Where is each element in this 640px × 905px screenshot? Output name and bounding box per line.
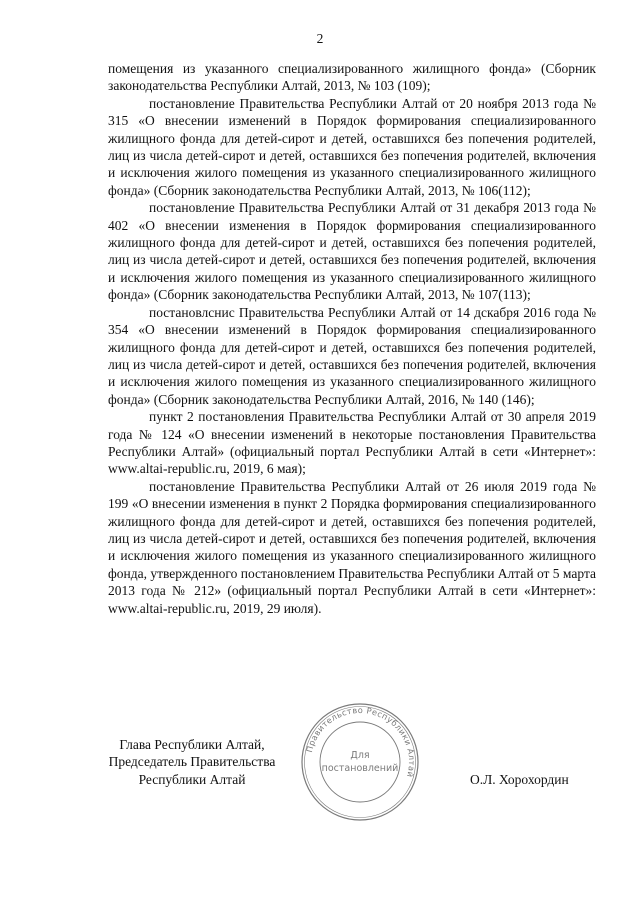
paragraph-3: постановление Правительства Республики Алтай от 31 декабря 2013 года № 402 «О внесении изменения в Порядок формирования специализированного жилищного фонда для детей-сирот и детей, оставшихся без попечения родителей, лиц из числа детей-сирот и детей, оставшихся без попечения родителей, включения и исключения жилого помещения из указанного специализированного жилищного фонда» (Сборник законодательства Республики Алтай, 2013, № 107(113); [108, 200, 596, 303]
stamp-inner-text-line2: постановлений [321, 763, 399, 774]
signatory-name: О.Л. Хорохордин [470, 772, 569, 787]
official-stamp [299, 701, 421, 823]
paragraph-4: постановлснис Правительства Республики Алтай от 14 дскабря 2016 года № 354 «О внесении изменений в Порядок формирования специализированного жилищного фонда для детей-сирот и детей, оставшихся без попечения родителей, лиц из числа детей-сирот и детей, оставшихся без попечения родителей, включения и исключения жилого помещения из указанного специализированного жилищного фонда» (Сборник законодательства Республики Алтай, 2016, № 140 (146); [108, 304, 596, 407]
paragraph-2: постановление Правительства Республики Алтай от 20 ноября 2013 года № 315 «О внесении изменений в Порядок формирования специализированного жилищного фонда для детей-сирот и детей, оставшихся без попечения родителей, лиц из числа детей-сирот и детей, оставшихся без попечения родителей, включения и исключения жилого помещения из указанного специализированного жилищного фонда» (Сборник законодательства Республики Алтай, 2013, № 106(112); [108, 95, 596, 198]
paragraph-6: постановление Правительства Республики Алтай от 26 июля 2019 года № 199 «О внесении изменения в пункт 2 Порядка формирования специализированного жилищного фонда для детей-сирот и детей, оставшихся без попечения родителей, лиц из числа детей-сирот и детей, оставшихся без попечения родителей, включения и исключения жилого помещения из указанного специализированного жилищного фонда, утвержденного постановлением Правительства Республики Алтай от 5 марта 2013 года № 212» (официальный портал Республики Алтай в сети «Интернет»: www.altai-republic.ru, 2019, 29 июля). [108, 478, 596, 616]
document-body [108, 60, 596, 617]
signatory-title-line: Республики Алтай [138, 771, 246, 787]
signatory-title [62, 736, 322, 788]
stamp-outer-text: Правительство Республики Алтай [304, 704, 418, 779]
stamp-outer-ring [302, 704, 418, 820]
page-number: 2 [316, 31, 324, 46]
paragraph-5: пункт 2 постановления Правительства Республики Алтай от 30 апреля 2019 года № 124 «О внесении изменений в некоторые постановления Правительства Республики Алтай» (официальный портал Республики Алтай в сети «Интернет»: www.altai-republic.ru, 2019, 6 мая); [108, 409, 596, 477]
signatory-title-line: Председатель Правительства [108, 754, 276, 770]
stamp-inner-text-line1: Для [350, 750, 370, 761]
paragraph-1: помещения из указанного специализированного жилищного фонда» (Сборник законодательства Республики Алтай, 2013, № 103 (109); [108, 61, 596, 94]
signatory-title-line: Глава Республики Алтай, [119, 737, 265, 752]
stamp-inner-ring [320, 722, 400, 802]
